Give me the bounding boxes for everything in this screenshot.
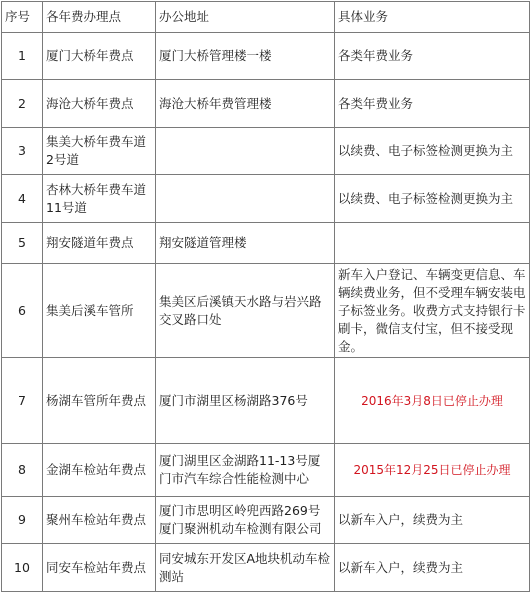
row-address: 同安城东开发区A地块机动车检测站 [156,544,335,592]
row-point: 集美大桥年费车道2号道 [43,128,156,175]
table-row [2,223,530,264]
row-business: 以新车入户，续费为主 [335,544,530,592]
table-row [2,544,530,592]
table-row [2,128,530,175]
row-address: 厦门湖里区金湖路11-13号厦门市汽车综合性能检测中心 [156,444,335,497]
row-address: 翔安隧道管理楼 [156,223,335,264]
row-point: 翔安隧道年费点 [43,223,156,264]
table-row [2,33,530,80]
row-point: 海沧大桥年费点 [43,80,156,128]
row-index: 3 [2,128,43,175]
row-business: 以新车入户，续费为主 [335,497,530,544]
header-point: 各年费办理点 [43,2,156,33]
row-address: 集美区后溪镇天水路与岩兴路交叉路口处 [156,264,335,358]
fee-points-table [1,1,530,592]
table-row [2,444,530,497]
row-address: 海沧大桥年费管理楼 [156,80,335,128]
row-index: 4 [2,175,43,223]
row-business-stopped: 2015年12月25日已停止办理 [335,444,530,497]
row-point: 杏林大桥年费车道11号道 [43,175,156,223]
table-header-row [2,2,530,33]
header-business: 具体业务 [335,2,530,33]
row-address: 厦门市思明区岭兜西路269号厦门聚洲机动车检测有限公司 [156,497,335,544]
row-index: 6 [2,264,43,358]
table-row [2,358,530,444]
row-index: 8 [2,444,43,497]
row-point: 杨湖车管所年费点 [43,358,156,444]
row-business: 各类年费业务 [335,80,530,128]
header-index: 序号 [2,2,43,33]
row-index: 2 [2,80,43,128]
row-index: 10 [2,544,43,592]
row-point: 金湖车检站年费点 [43,444,156,497]
row-index: 1 [2,33,43,80]
row-business: 以续费、电子标签检测更换为主 [335,175,530,223]
row-address [156,128,335,175]
row-business [335,223,530,264]
row-index: 9 [2,497,43,544]
row-index: 7 [2,358,43,444]
row-point: 同安车检站年费点 [43,544,156,592]
row-point: 集美后溪车管所 [43,264,156,358]
row-business: 各类年费业务 [335,33,530,80]
table-row [2,264,530,358]
row-address: 厦门市湖里区杨湖路376号 [156,358,335,444]
table-row [2,175,530,223]
row-point: 聚州车检站年费点 [43,497,156,544]
row-business: 以续费、电子标签检测更换为主 [335,128,530,175]
row-business-stopped: 2016年3月8日已停止办理 [335,358,530,444]
row-point: 厦门大桥年费点 [43,33,156,80]
row-index: 5 [2,223,43,264]
table-row [2,80,530,128]
table-row [2,497,530,544]
row-address [156,175,335,223]
row-business: 新车入户登记、车辆变更信息、车辆续费业务，但不受理车辆安装电子标签业务。收费方式支持银行卡刷卡，微信支付宝，但不接受现金。 [335,264,530,358]
row-address: 厦门大桥管理楼一楼 [156,33,335,80]
header-address: 办公地址 [156,2,335,33]
